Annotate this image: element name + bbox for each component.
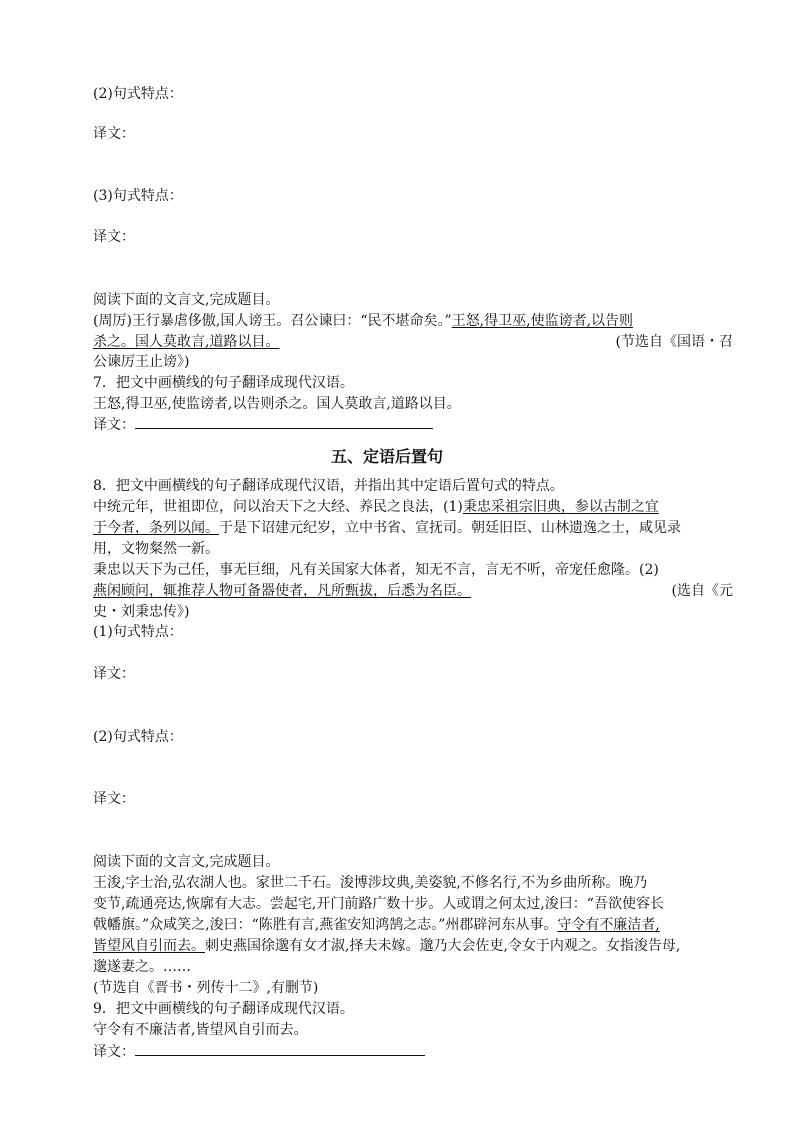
translation-label: 译文： (93, 791, 135, 807)
underlined-sentence: 杀之。国人莫敢言,道路以目。 (93, 334, 280, 350)
underlined-sentence: 守令有不廉洁者, (557, 917, 660, 933)
underlined-sentence: 皆望风自引而去。 (93, 938, 205, 954)
passage-line: 用，文物粲然一新。 (93, 541, 219, 557)
question-9: 9．把文中画横线的句子翻译成现代汉语。 (93, 1001, 354, 1017)
section-heading: 五、定语后置句 (331, 447, 444, 466)
passage-line (93, 936, 680, 956)
translation-label: 译文： (93, 666, 135, 682)
passage-line: 邈遂妻之。…… (93, 959, 191, 975)
passage-intro: 阅读下面的文言文,完成题目。 (93, 854, 280, 870)
underlined-sentence: 于今者，条列以闻。 (93, 520, 219, 536)
passage-intro: 阅读下面的文言文,完成题目。 (93, 292, 280, 308)
passage-line (93, 518, 681, 538)
answer-blank[interactable] (135, 1041, 425, 1056)
translation-answer (93, 1041, 425, 1062)
source-citation: 史・刘秉忠传》) (93, 604, 190, 620)
translation-label: 译文： (93, 126, 135, 142)
translation-label: 译文： (93, 1044, 135, 1060)
feature-label-2: (2)句式特点： (93, 86, 183, 102)
question-7: 7．把文中画横线的句子翻译成现代汉语。 (93, 375, 354, 391)
passage-line (93, 332, 733, 352)
feature-label-1: (1)句式特点： (93, 624, 183, 640)
source-citation: 公谏厉王止谤》) (93, 354, 190, 370)
underlined-sentence: 王怒,得卫巫,使监谤者,以告则 (451, 313, 634, 329)
question-sentence: 守令有不廉洁者,皆望风自引而去。 (93, 1022, 308, 1038)
underlined-sentence: 燕闲顾问，辄推荐人物可备器使者，凡所甄拔，后悉为名臣。 (93, 583, 471, 599)
translation-answer (93, 414, 433, 435)
feature-label-2: (2)句式特点： (93, 729, 183, 745)
translation-label: 译文： (93, 417, 135, 433)
passage-line: 王浚,字士治,弘农湖人也。家世二千石。浚博涉坟典,美姿貌,不修名行,不为乡曲所称。晚乃 (93, 875, 648, 891)
translation-label: 译文： (93, 229, 135, 245)
passage-text: (周厉)王行暴虐侈傲,国人谤王。召公谏曰：“民不堪命矣。” (93, 313, 452, 329)
passage-text: 于是下诏建元纪岁，立中书省、宣抚司。朝廷旧臣、山林遗逸之士，咸见录 (219, 520, 681, 536)
answer-blank[interactable] (135, 414, 433, 429)
passage-text: 戟幡旗。”众咸笑之,浚曰：“陈胜有言,燕雀安知鸿鹄之志。”州郡辟河东从事。 (93, 917, 558, 933)
passage-line (93, 497, 659, 517)
passage-line (93, 311, 633, 331)
passage-line: 变节,疏通亮达,恢廓有大志。尝起宅,开门前路广数十步。人或谓之何太过,浚曰：“吾欲使容长 (93, 896, 664, 912)
source-citation: (节选自《晋书・列传十二》,有删节) (93, 980, 319, 996)
feature-label-3: (3)句式特点： (93, 188, 183, 204)
passage-text: 刺史燕国徐邈有女才淑,择夫未嫁。邈乃大会佐吏,令女于内观之。女指浚告母, (205, 938, 681, 954)
underlined-sentence: 秉忠采祖宗旧典，参以古制之宜 (462, 499, 659, 515)
question-sentence: 王怒,得卫巫,使监谤者,以告则杀之。国人莫敢言,道路以目。 (93, 396, 461, 412)
passage-line: 秉忠以天下为己任，事无巨细，凡有关国家大体者，知无不言，言无不听，帝宠任愈隆。(2) (93, 562, 659, 578)
passage-text: 中统元年，世祖即位，问以治天下之大经、养民之良法，(1) (93, 499, 463, 515)
source-citation: (选自《元 (671, 583, 733, 599)
passage-line (93, 915, 660, 935)
source-citation: (节选自《国语・召 (615, 334, 733, 350)
question-8: 8．把文中画横线的句子翻译成现代汉语，并指出其中定语后置句式的特点。 (93, 478, 564, 494)
passage-line (93, 581, 733, 601)
